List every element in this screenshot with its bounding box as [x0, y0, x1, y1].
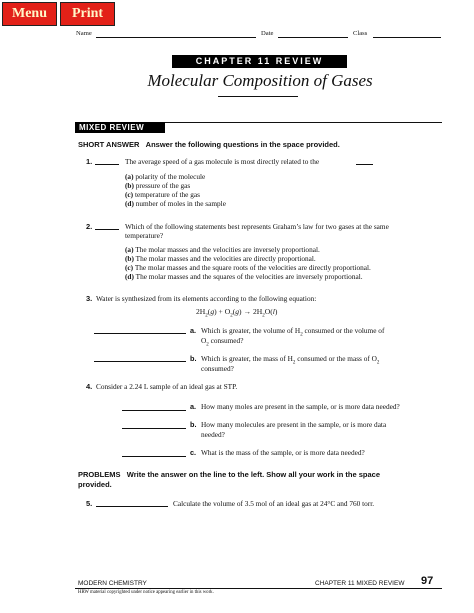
q1-text [125, 157, 319, 167]
copyright-notice: HRW material copyrighted under notice appearing earlier in this work. [78, 590, 214, 595]
q1-inline-blank [356, 164, 373, 165]
q4b-line2: needed? [201, 430, 225, 439]
q4c-label: c. [190, 448, 197, 457]
title-underline [218, 96, 298, 97]
short-answer-instruction [78, 140, 340, 149]
footer-right: CHAPTER 11 MIXED REVIEW [315, 580, 405, 587]
q1-option-text: polarity of the molecule [135, 172, 206, 181]
q2-option-text: The molar masses and the square roots of the velocities are directly proportional. [134, 263, 371, 272]
q5-answer-blank[interactable] [96, 506, 168, 507]
q3a-line1: Which is greater, the volume of $H_2$ consumed or the volume of [201, 326, 385, 338]
q4b-answer-blank[interactable] [122, 428, 186, 429]
name-field[interactable] [96, 37, 256, 38]
q4a-text: How many moles are present in the sample, or is more data needed? [201, 402, 400, 411]
q1-option-letter: (a) [125, 172, 134, 181]
q4-text: Consider a 2.24 L sample of an ideal gas at STP. [96, 382, 238, 391]
q2-text-line2: temperature? [125, 231, 164, 240]
q1-option-text: number of moles in the sample [135, 199, 226, 208]
class-field[interactable] [373, 37, 441, 38]
q4a-answer-blank[interactable] [122, 410, 186, 411]
q4-number: 4. [86, 382, 93, 391]
q1-number: 1. [86, 157, 93, 166]
q4a-label: a. [190, 402, 197, 411]
q3b-line2: consumed? [201, 364, 234, 373]
print-button[interactable]: Print [60, 2, 115, 26]
q1-option-letter: (d) [125, 199, 134, 208]
page-title: Molecular Composition of Gases [147, 71, 373, 90]
q2-option-text: The molar masses and the squares of the velocities are inversely proportional. [135, 272, 363, 281]
q2-option-letter: (b) [125, 254, 134, 263]
short-answer-text: Answer the following questions in the space provided. [145, 140, 340, 149]
q4c-text: What is the mass of the sample, or is more data needed? [201, 448, 365, 457]
footer-rule [75, 588, 442, 589]
problems-instruction [78, 470, 442, 490]
q4c-answer-blank[interactable] [122, 456, 186, 457]
q3b-line1-text: Which is greater, the mass of H [201, 354, 293, 363]
q1-option [125, 199, 226, 209]
problems-text-line1: Write the answer on the line to the left. Show all your work in the space [126, 470, 381, 479]
q2-option-letter: (a) [125, 245, 134, 254]
q3-number: 3. [86, 294, 93, 303]
q3b-label: b. [190, 354, 197, 363]
problems-heading: PROBLEMS [78, 470, 121, 479]
q3a-label: a. [190, 326, 197, 335]
q3a-line1-text: Which is greater, the volume of H [201, 326, 301, 335]
q1-option-letter: (b) [125, 181, 134, 190]
footer-left: MODERN CHEMISTRY [78, 580, 147, 587]
q3b-line1-tail: consumed or the mass of O [295, 354, 377, 363]
menu-button[interactable]: Menu [2, 2, 57, 26]
q3a-line2-tail: consumed? [208, 336, 244, 345]
q1-answer-blank[interactable] [95, 164, 119, 165]
q3-text: Water is synthesized from its elements according to the following equation: [96, 294, 317, 303]
q2-option-letter: (c) [125, 263, 134, 272]
short-answer-heading: SHORT ANSWER [78, 140, 140, 149]
q3a-line2-text: O [201, 336, 207, 345]
chapter-banner: CHAPTER 11 REVIEW [172, 55, 347, 68]
problems-text-line2: provided. [78, 480, 112, 489]
q2-option-letter: (d) [125, 272, 134, 281]
q5-text: Calculate the volume of 3.5 mol of an ideal gas at 24°C and 760 torr. [173, 499, 375, 508]
q5-number: 5. [86, 499, 93, 508]
q1-option-text: temperature of the gas [134, 190, 200, 199]
q2-number: 2. [86, 222, 93, 231]
q2-text-line1: Which of the following statements best represents Graham’s law for two gases at the same [125, 222, 389, 231]
q3a-line2: $O_2$ consumed? [201, 336, 244, 348]
q3-equation: $2H_2(g) + O_2(g) \to 2H_2O(l)$ [196, 307, 278, 319]
q3a-answer-blank[interactable] [94, 333, 186, 334]
page-number: 97 [421, 575, 434, 587]
date-field[interactable] [278, 37, 348, 38]
q3b-line1: Which is greater, the mass of $H_2$ consumed or the mass of $O_2$ [201, 354, 380, 366]
section-heading: MIXED REVIEW [75, 122, 165, 133]
q4b-label: b. [190, 420, 197, 429]
q2-answer-blank[interactable] [95, 229, 119, 230]
q3a-line1-tail: consumed or the volume of [302, 326, 385, 335]
q2-option-text: The molar masses and the velocities are inversely proportional. [135, 245, 320, 254]
q1-text-span: The average speed of a gas molecule is most directly related to the [125, 157, 320, 166]
name-label: Name [76, 30, 92, 37]
class-label: Class [353, 30, 368, 37]
q2-option [125, 272, 363, 282]
q1-option-letter: (c) [125, 190, 134, 199]
q4b-line1: How many molecules are present in the sample, or is more data [201, 420, 387, 429]
q1-option-text: pressure of the gas [135, 181, 191, 190]
q3b-answer-blank[interactable] [94, 361, 186, 362]
date-label: Date [261, 30, 274, 37]
q2-option-text: The molar masses and the velocities are directly proportional. [135, 254, 316, 263]
